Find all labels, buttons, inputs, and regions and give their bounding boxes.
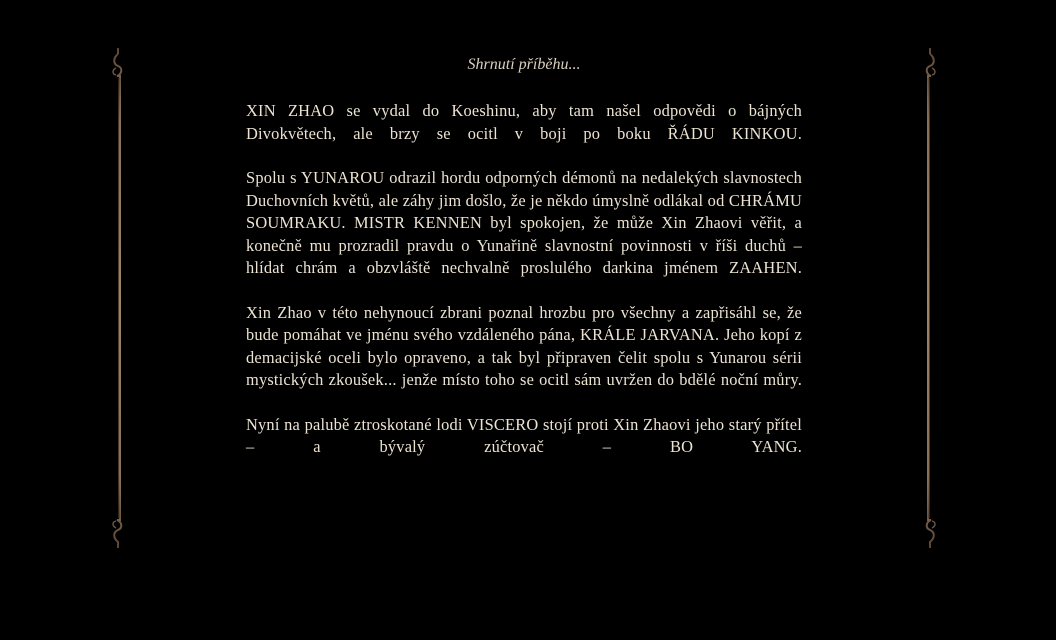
ornate-border-icon — [110, 48, 126, 548]
story-paragraph: XIN ZHAO se vydal do Koeshinu, aby tam našel odpovědi o bájných Divokvětech, ale brzy se ocitl v boji po boku ŘÁDU KINKOU. — [246, 101, 802, 143]
ornate-border-icon — [922, 48, 938, 548]
right-ornate-border — [922, 48, 938, 548]
story-summary-text — [246, 100, 802, 481]
left-ornate-border — [110, 48, 126, 548]
story-paragraph: Spolu s YUNAROU odrazil hordu odporných démonů na nedalekých slavnostech Duchovních květů, ale záhy jim došlo, že je někdo úmyslně odlákal od CHRÁMU SOUMRAKU. MISTR KENNEN byl spokojen, že může Xin Zhaovi věřit, a konečně mu prozradil pravdu o Yunařině slavnostní povinnosti v říši duchů – hlídat chrám a obzvláště nechvalně proslulého darkina jménem ZAAHEN. — [246, 168, 802, 277]
story-paragraph: Xin Zhao v této nehynoucí zbrani poznal hrozbu pro všechny a zapřisáhl se, že bude pomáhat ve jménu svého vzdáleného pána, KRÁLE JARVANA. Jeho kopí z demacijské oceli bylo opraveno, a tak byl připraven čelit spolu s Yunarou sérii mystických zkoušek... jenže místo toho se ocitl sám uvržen do bdělé noční můry. — [246, 302, 802, 389]
story-paragraph: Nyní na palubě ztroskotané lodi VISCERO stojí proti Xin Zhaovi jeho starý přítel – a bývalý zúčtovač – BO YANG. — [246, 414, 802, 456]
story-summary-title: Shrnutí příběhu... — [467, 56, 581, 73]
